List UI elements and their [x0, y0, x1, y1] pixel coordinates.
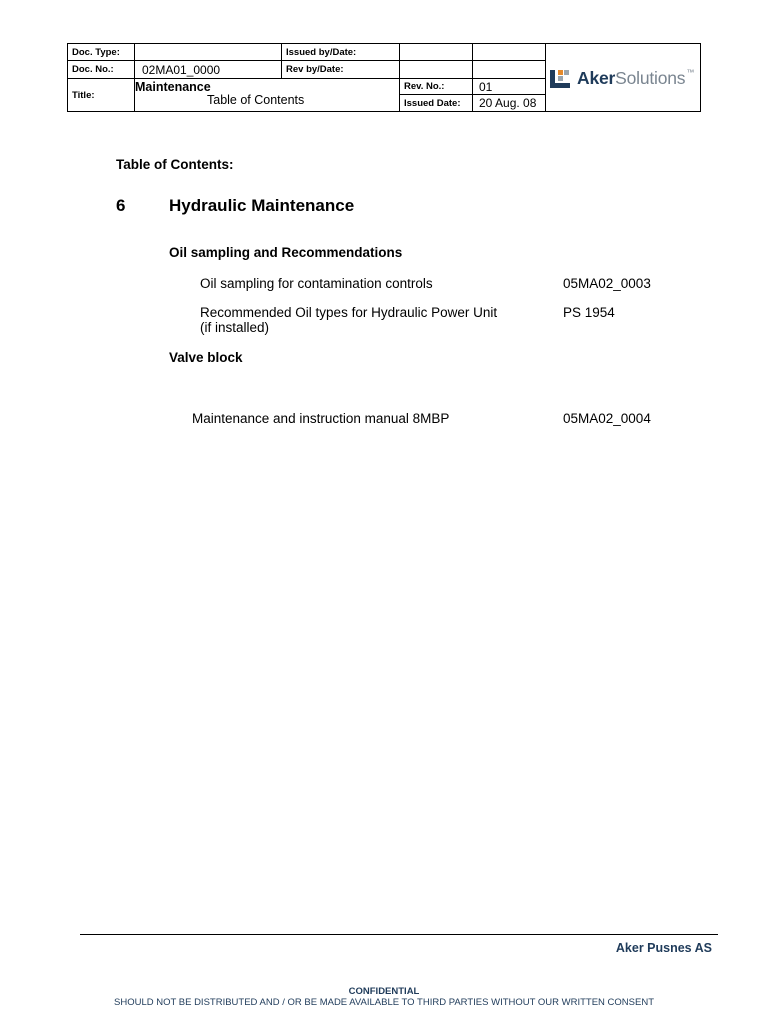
- doc-type-label: Doc. Type:: [68, 44, 135, 61]
- document-header-table: [67, 43, 701, 112]
- logo-text-aker: Aker: [577, 68, 616, 88]
- section-title: Hydraulic Maintenance: [169, 196, 355, 215]
- rev-by-label: Rev by/Date:: [282, 61, 400, 79]
- toc-item-oil-types-line1: Recommended Oil types for Hydraulic Power Unit: [200, 305, 498, 320]
- footer-company-name: Aker Pusnes AS: [615, 941, 712, 955]
- issued-by-label: Issued by/Date:: [282, 44, 400, 61]
- issued-date-value: 20 Aug. 08: [473, 95, 546, 112]
- toc-item-ref: PS 1954: [563, 305, 615, 320]
- doc-type-value: [135, 44, 282, 61]
- doc-no-label: Doc. No.:: [68, 61, 135, 79]
- footer-confidential: CONFIDENTIAL: [348, 986, 420, 997]
- toc-item-ref: 05MA02_0003: [563, 276, 651, 291]
- rev-by-extra: [473, 61, 546, 79]
- toc-item-ref: 05MA02_0004: [563, 411, 651, 426]
- logo-wordmark: [577, 68, 694, 89]
- doc-no-value: 02MA01_0000: [135, 61, 282, 79]
- toc-item-oil-sampling: Oil sampling for contamination controls: [200, 276, 433, 291]
- footer-divider: [80, 934, 718, 935]
- title-cell: [135, 79, 400, 112]
- title-label: Title:: [68, 79, 135, 112]
- section-number: 6: [116, 196, 126, 215]
- logo-cell: [546, 44, 701, 112]
- group-title-valve-block: Valve block: [169, 350, 243, 365]
- rev-no-value: 01: [473, 79, 546, 95]
- issued-by-value: [400, 44, 473, 61]
- doc-title-main: Maintenance: [135, 80, 211, 94]
- logo-trademark: ™: [686, 68, 695, 77]
- group-title-oil-sampling: Oil sampling and Recommendations: [169, 245, 403, 260]
- aker-solutions-logo-mark-icon: [550, 70, 570, 88]
- toc-item-maintenance-manual: Maintenance and instruction manual 8MBP: [192, 411, 450, 426]
- footer-distribution-notice: SHOULD NOT BE DISTRIBUTED AND / OR BE MADE AVAILABLE TO THIRD PARTIES WITHOUT OUR WRITTEN CONSENT: [114, 997, 654, 1008]
- toc-heading: Table of Contents:: [116, 157, 234, 172]
- logo-text-solutions: Solutions: [615, 68, 686, 88]
- rev-by-value: [400, 61, 473, 79]
- issued-by-extra: [473, 44, 546, 61]
- toc-item-oil-types-line2: (if installed): [200, 320, 270, 335]
- issued-date-label: Issued Date:: [400, 95, 473, 112]
- rev-no-label: Rev. No.:: [400, 79, 473, 95]
- doc-title-sub: Table of Contents: [207, 93, 305, 107]
- aker-solutions-logo: [550, 68, 694, 89]
